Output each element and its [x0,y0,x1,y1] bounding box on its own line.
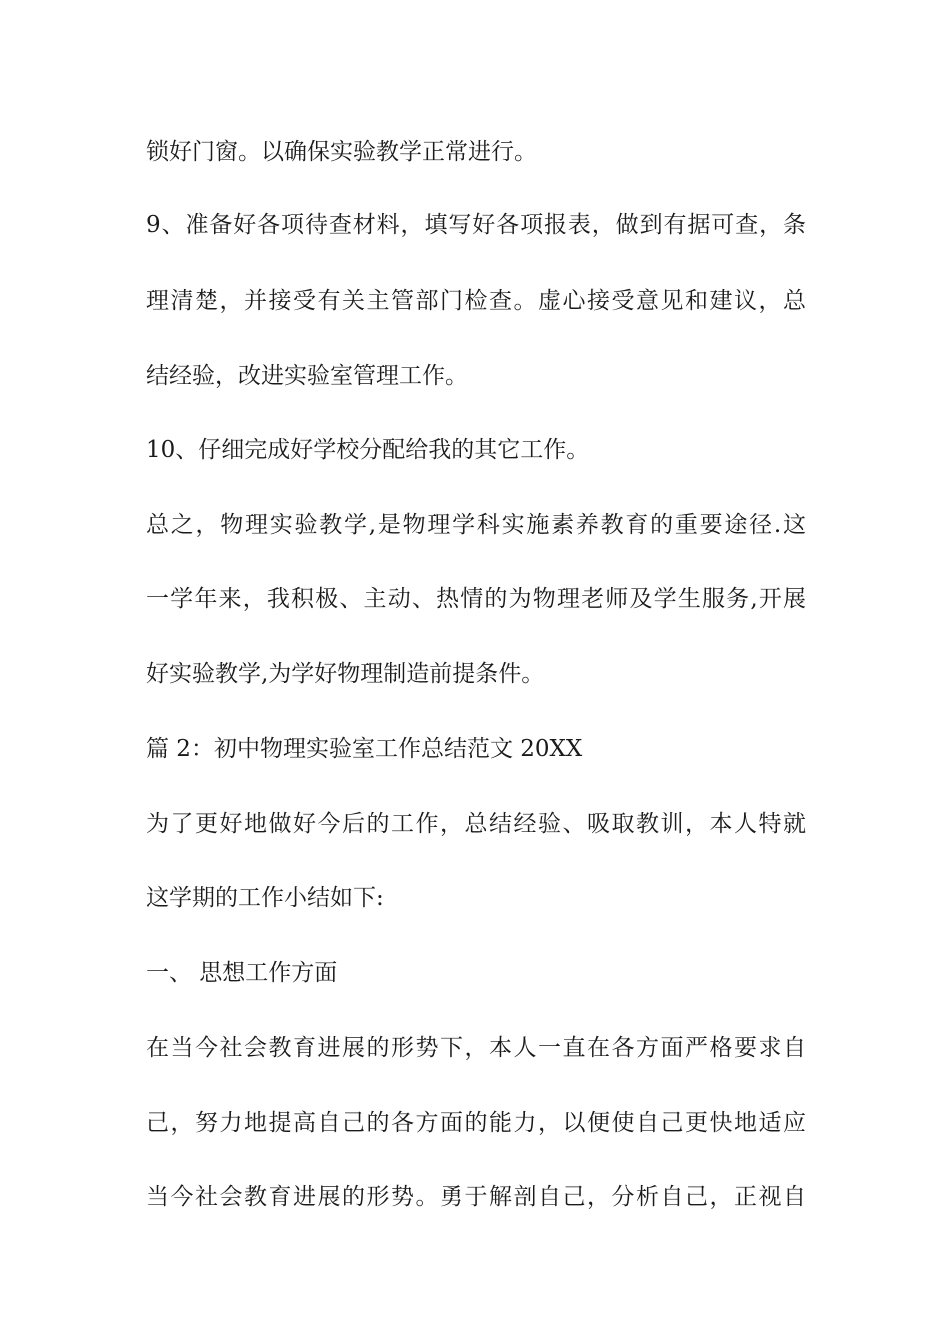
subsection-heading: 一、 思想工作方面 [146,960,338,986]
text-line-1: 锁好门窗。以确保实验教学正常进行。 [146,139,537,165]
text-line-15: 当今社会教育进展的形势。勇于解剖自己，分析自己，正视自 [146,1184,806,1210]
text-line-6: 总之，物理实验教学,是物理学科实施素养教育的重要途径.这 [146,512,806,538]
text-line-3: 理清楚，并接受有关主管部门检查。虚心接受意见和建议，总 [146,288,806,314]
text-line-13: 在当今社会教育进展的形势下，本人一直在各方面严格要求自 [146,1035,806,1061]
text-line-2: 9、准备好各项待查材料，填写好各项报表，做到有据可查，条 [146,212,806,238]
text-line-4: 结经验，改进实验室管理工作。 [146,363,468,389]
text-line-8: 好实验教学,为学好物理制造前提条件。 [146,661,545,687]
text-line-10: 为了更好地做好今后的工作，总结经验、吸取教训，本人特就 [146,811,806,837]
text-line-5: 10、仔细完成好学校分配给我的其它工作。 [146,437,590,463]
section-heading: 篇 2：初中物理实验室工作总结范文 20XX [146,736,583,762]
text-line-14: 己，努力地提高自己的各方面的能力，以便使自己更快地适应 [146,1110,806,1136]
text-line-11: 这学期的工作小结如下: [146,885,384,911]
text-line-7: 一学年来，我积极、主动、热情的为物理老师及学生服务,开展 [146,586,806,612]
